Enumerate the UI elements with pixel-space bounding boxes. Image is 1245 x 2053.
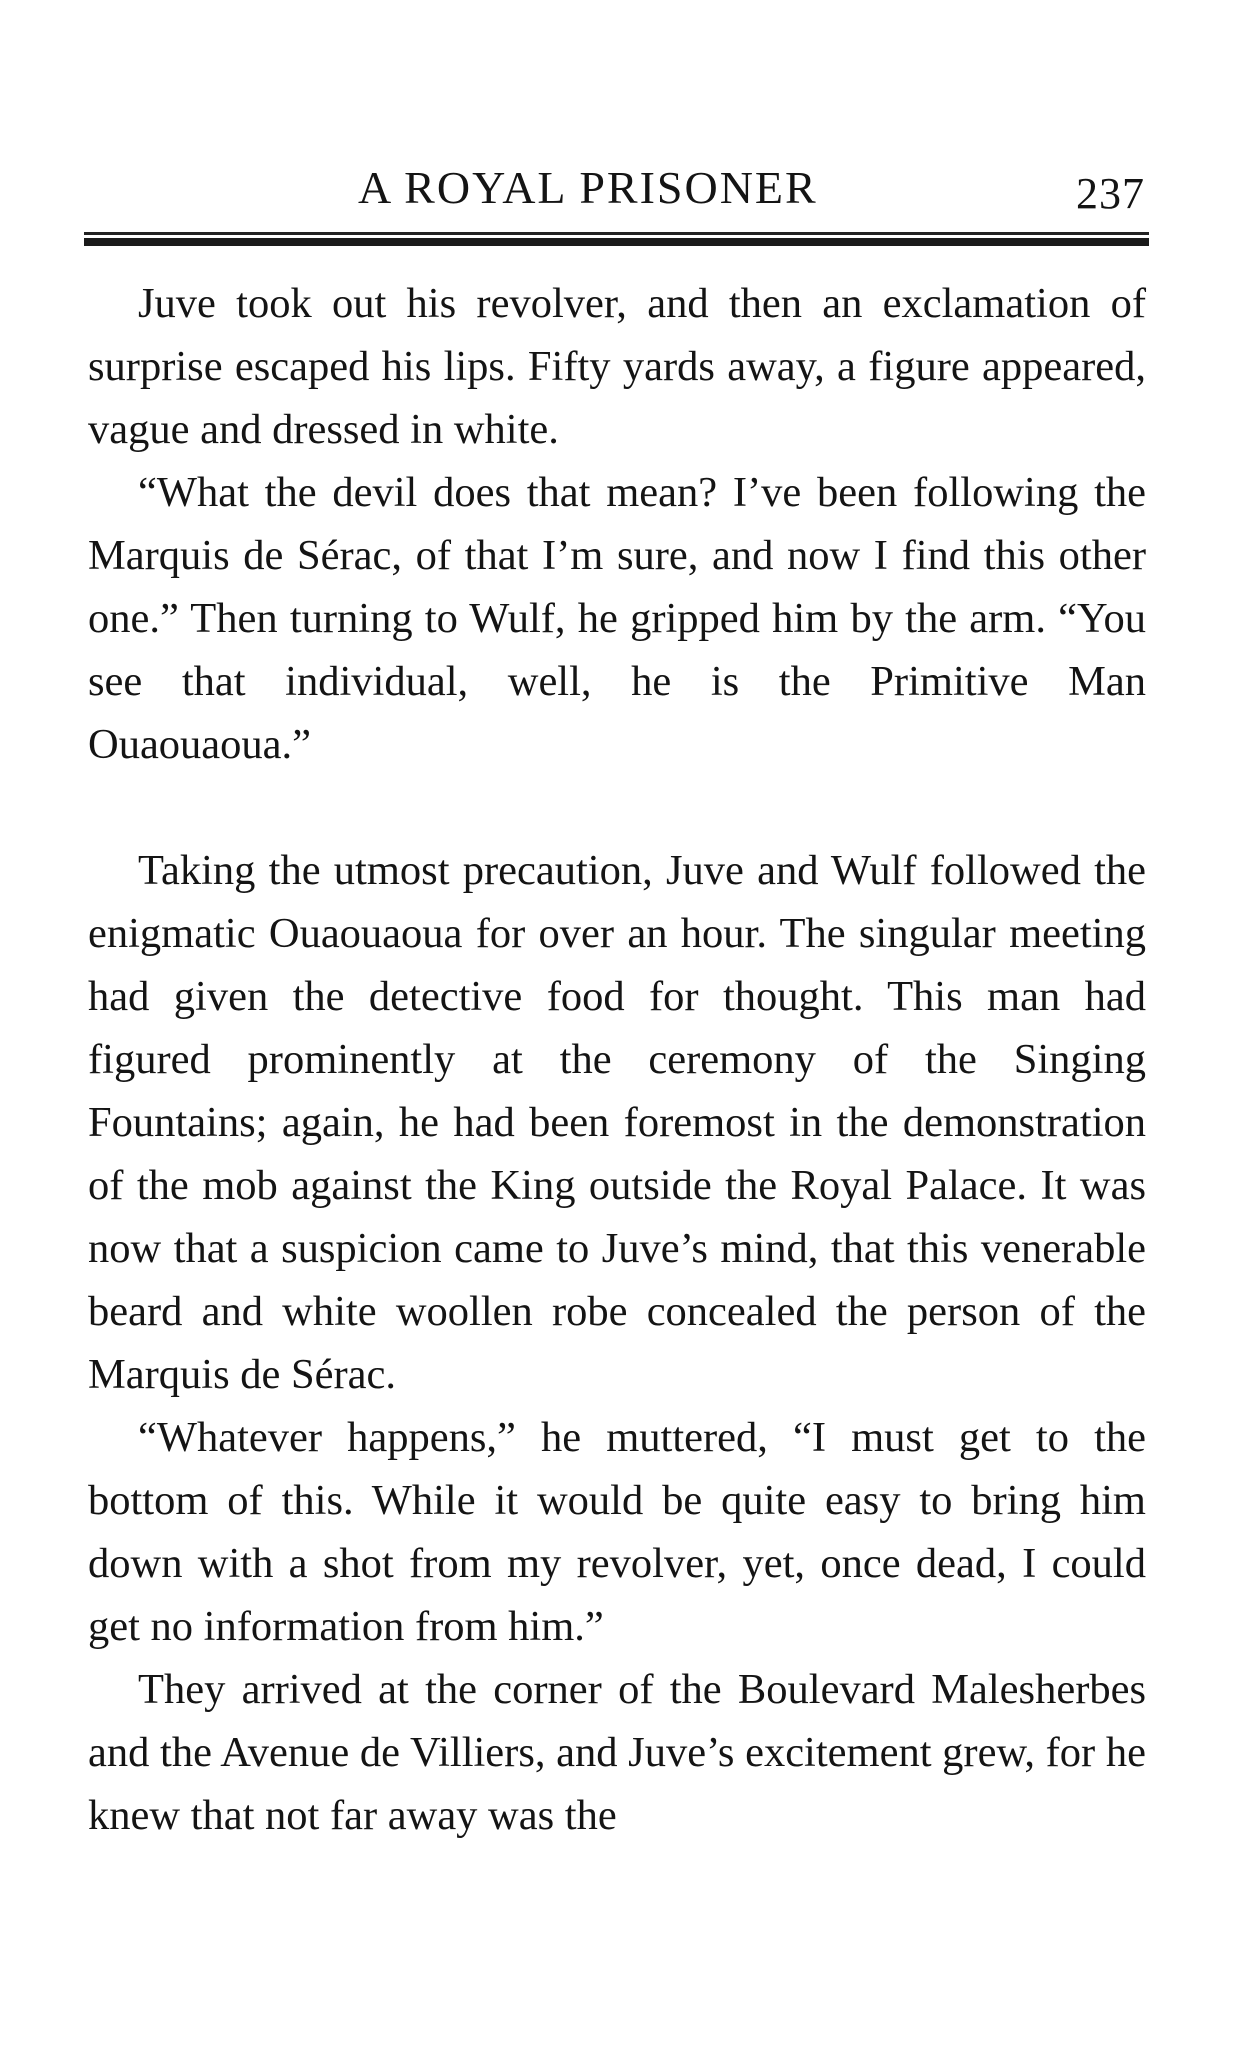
paragraph: Juve took out his revolver, and then an exclamation of surprise escaped his lips. Fifty yards away, a figure appeared, vague and dressed in white. (88, 280, 1146, 453)
paragraph: Taking the utmost precaution, Juve and Wulf followed the enigmatic Ouaouaoua for over an hour. The singular meeting had given the detective food for thought. This man had figured prominently at the ceremony of the Singing Fountains; again, he had been foremost in the demonstration of the mob against the King outside the Royal Palace. It was now that a suspicion came to Juve’s mind, that this venerable beard and white woollen robe concealed the person of the Marquis de Sérac. (88, 847, 1146, 1398)
running-title: A ROYAL PRISONER (358, 162, 818, 213)
body-text (88, 272, 1146, 1847)
running-head (88, 158, 1145, 218)
header-rule-thick (84, 238, 1149, 246)
paragraph: They arrived at the corner of the Boulevard Malesherbes and the Avenue de Villiers, and Juve’s excitement grew, for he knew that not far away was the (88, 1666, 1146, 1839)
header-rule-thin (84, 232, 1149, 235)
paragraph: “Whatever happens,” he muttered, “I must get to the bottom of this. While it would be quite easy to bring him down with a shot from my revolver, yet, once dead, I could get no information from him.” (88, 1414, 1146, 1650)
header-rule (84, 232, 1149, 246)
paragraph: “What the devil does that mean? I’ve been following the Marquis de Sérac, of that I’m sure, and now I find this other one.” Then turning to Wulf, he gripped him by the arm. “You see that individual, well, he is the Primitive Man Ouaouaoua.” (88, 469, 1146, 768)
page-number: 237 (1076, 169, 1145, 218)
